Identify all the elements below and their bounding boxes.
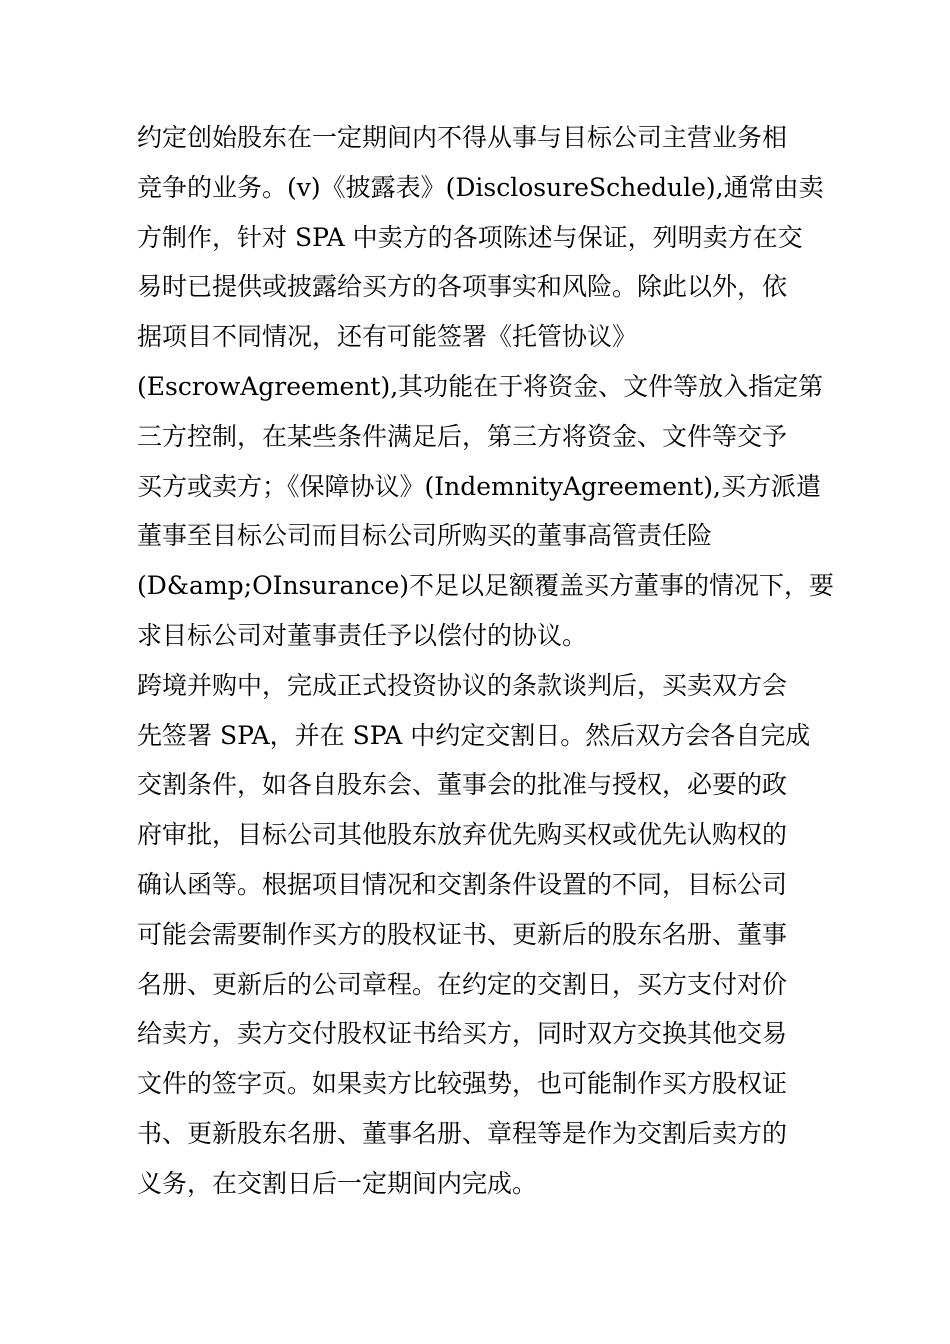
- text-line: 给卖方，卖方交付股权证书给买方，同时双方交换其他交易: [137, 1019, 788, 1049]
- text-line: 文件的签字页。如果卖方比较强势，也可能制作买方股权证: [137, 1069, 788, 1099]
- text-line: 跨境并购中，完成正式投资协议的条款谈判后，买卖双方会: [137, 670, 788, 700]
- text-line: 据项目不同情况，还有可能签署《托管协议》: [137, 322, 638, 352]
- text-line: 竞争的业务。(v)《披露表》(DisclosureSchedule),通常由卖: [137, 172, 824, 202]
- text-line: 可能会需要制作买方的股权证书、更新后的股东名册、董事: [137, 919, 788, 949]
- text-line: (EscrowAgreement),其功能在于将资金、文件等放入指定第: [137, 371, 824, 401]
- text-line: 名册、更新后的公司章程。在约定的交割日，买方支付对价: [137, 969, 788, 999]
- text-line: 买方或卖方；《保障协议》(IndemnityAgreement),买方派遣: [137, 471, 821, 501]
- text-line: 府审批，目标公司其他股东放弃优先购买权或优先认购权的: [137, 820, 788, 850]
- text-line: 确认函等。根据项目情况和交割条件设置的不同，目标公司: [137, 869, 788, 899]
- text-line: 交割条件，如各自股东会、董事会的批准与授权，必要的政: [137, 770, 788, 800]
- text-line: 董事至目标公司而目标公司所购买的董事高管责任险: [137, 521, 713, 551]
- text-line: 三方控制，在某些条件满足后，第三方将资金、文件等交予: [137, 421, 788, 451]
- body-text: [137, 113, 834, 1209]
- text-line: (D&amp;OInsurance)不足以足额覆盖买方董事的情况下，要: [137, 571, 834, 601]
- text-line: 约定创始股东在一定期间内不得从事与目标公司主营业务相: [137, 123, 788, 152]
- text-line: 义务，在交割日后一定期间内完成。: [137, 1168, 538, 1198]
- text-line: 易时已提供或披露给买方的各项事实和风险。除此以外，依: [137, 272, 788, 302]
- text-line: 先签署 SPA，并在 SPA 中约定交割日。然后双方会各自完成: [137, 720, 811, 750]
- text-line: 方制作，针对 SPA 中卖方的各项陈述与保证，列明卖方在交: [137, 222, 803, 252]
- text-line: 求目标公司对董事责任予以偿付的协议。: [137, 620, 588, 650]
- text-line: 书、更新股东名册、董事名册、章程等是作为交割后卖方的: [137, 1118, 788, 1148]
